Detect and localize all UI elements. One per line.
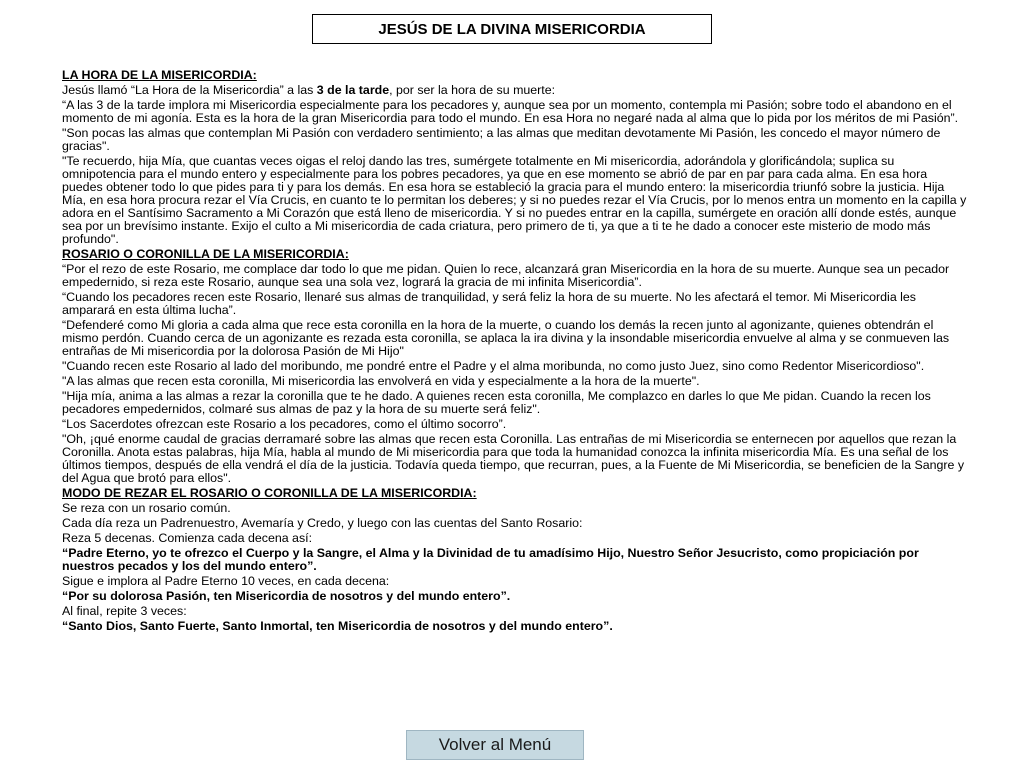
paragraph: “Los Sacerdotes ofrezcan este Rosario a los pecadores, como el último socorro”.: [62, 417, 507, 431]
paragraph: "Oh, ¡qué enorme caudal de gracias derramaré sobre las almas que recen esta Coronilla. Las entrañas de mi Misericordia se enternecen por aquellos que rezan la Coronilla. Anota estas palabras, hija Mía, habla al mundo de Mi misericordia para que toda la humanidad conozca la infinita misericordia Mía. Es una señal de los últimos tiempos, después de ella vendrá el día de la justicia. Todavía queda tiempo, que recurran, pues, a la Fuente de Mi Misericordia, se beneficien de la Sangre y del Agua que brotó para ellos".: [62, 432, 965, 485]
prayer-text: “Por su dolorosa Pasión, ten Misericordia de nosotros y del mundo entero”.: [62, 589, 511, 603]
paragraph: "Hija mía, anima a las almas a rezar la coronilla que te he dado. A quienes recen esta coronilla, Me complazco en darles lo que Me pidan. Cuando la recen los pecadores empedernidos, colmaré sus almas de paz y la hora de su muerte será feliz".: [62, 389, 931, 416]
paragraph: “A las 3 de la tarde implora mi Misericordia especialmente para los pecadores y, aunque sea por un momento, contempla mi Pasión; sobre todo el abandono en el momento de mi agonía. Esta es la hora de la gran Misericordia para todo el mundo. En esa Hora no negaré nada al alma que lo pida por los méritos de mi Pasión”.: [62, 98, 959, 125]
paragraph: Al final, repite 3 veces:: [62, 604, 187, 618]
paragraph: “Por el rezo de este Rosario, me complace dar todo lo que me pidan. Quien lo rece, alcanzará gran Misericordia en la hora de su muerte. Aunque sea un pecador empedernido, si reza este Rosario, aunque sea una sola vez, logrará la gracia de mi infinita Misericordia”.: [62, 262, 950, 289]
paragraph: Se reza con un rosario común.: [62, 501, 231, 515]
paragraph: "Te recuerdo, hija Mía, que cuantas veces oigas el reloj dando las tres, sumérgete totalmente en Mi misericordia, adorándola y glorificándola; suplica su omnipotencia para el mundo entero y especialmente para los pobres pecadores, ya que en ese momento se abrió de par en par para cada alma. En esa hora puedes obtener todo lo que pides para ti y para los demás. En esa hora se estableció la gracia para el mundo entero: la misericordia triunfó sobre la justicia. Hija Mía, en esa hora procura rezar el Vía Crucis, en cuanto te lo permitan los deberes; y si no puedes rezar el Vía Crucis, por lo menos entra un momento en la capilla y adora en el Santísimo Sacramento a Mi Corazón que está lleno de misericordia. Y si no puedes entrar en la capilla, sumérgete en oración allí donde estés, aunque sea por un brevísimo instante. Exijo el culto a Mi misericordia de cada criatura, pero primero de ti, ya que a ti te he dado a conocer este misterio de modo más profundo".: [62, 154, 967, 246]
section-heading-rosario: ROSARIO O CORONILLA DE LA MISERICORDIA:: [62, 247, 349, 261]
paragraph: Reza 5 decenas. Comienza cada decena así:: [62, 531, 313, 545]
paragraph: “Defenderé como Mi gloria a cada alma que rece esta coronilla en la hora de la muerte, o cuando los demás la recen junto al agonizante, quienes obtendrán el mismo perdón. Cuando cerca de un agonizante es rezada esta coronilla, se aplaca la ira divina y la insondable misericordia envuelve al alma y se conmueven las entrañas de Mi misericordia por la dolorosa Pasión de Mi Hijo": [62, 318, 950, 358]
section-heading-hora: LA HORA DE LA MISERICORDIA:: [62, 68, 257, 82]
section-heading-modo: MODO DE REZAR EL ROSARIO O CORONILLA DE LA MISERICORDIA:: [62, 486, 477, 500]
paragraph: Cada día reza un Padrenuestro, Avemaría y Credo, y luego con las cuentas del Santo Rosario:: [62, 516, 583, 530]
paragraph: "Son pocas las almas que contemplan Mi Pasión con verdadero sentimiento; a las almas que meditan devotamente Mi Pasión, les concedo el mayor número de gracias".: [62, 126, 941, 153]
back-to-menu-button[interactable]: Volver al Menú: [406, 730, 584, 760]
paragraph: Sigue e implora al Padre Eterno 10 veces, en cada decena:: [62, 574, 390, 588]
paragraph: "A las almas que recen esta coronilla, Mi misericordia las envolverá en vida y especialmente a la hora de la muerte".: [62, 374, 700, 388]
page-title: JESÚS DE LA DIVINA MISERICORDIA: [312, 14, 712, 44]
paragraph: “Cuando los pecadores recen este Rosario, llenaré sus almas de tranquilidad, y será feliz la hora de su muerte. No les afectará el temor. Mi Misericordia les amparará en esta última lucha”.: [62, 290, 916, 317]
prayer-text: “Santo Dios, Santo Fuerte, Santo Inmortal, ten Misericordia de nosotros y del mundo entero”.: [62, 619, 613, 633]
document-body: [62, 69, 970, 635]
paragraph: Jesús llamó “La Hora de la Misericordia” a las 3 de la tarde, por ser la hora de su muerte:: [62, 83, 556, 97]
prayer-text: “Padre Eterno, yo te ofrezco el Cuerpo y la Sangre, el Alma y la Divinidad de tu amadísimo Hijo, Nuestro Señor Jesucristo, como propiciación por nuestros pecados y los del mundo entero”.: [62, 546, 919, 573]
paragraph: "Cuando recen este Rosario al lado del moribundo, me pondré entre el Padre y el alma moribunda, no como justo Juez, sino como Redentor Misericordioso".: [62, 359, 925, 373]
